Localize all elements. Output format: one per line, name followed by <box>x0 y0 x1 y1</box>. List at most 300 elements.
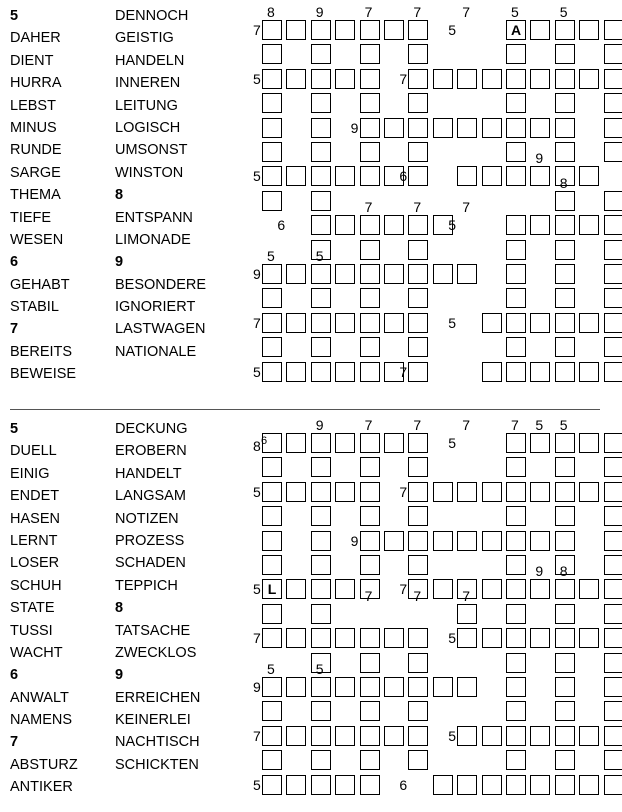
grid-cell[interactable] <box>457 482 477 502</box>
grid-cell[interactable] <box>408 142 428 162</box>
grid-cell[interactable] <box>262 313 282 333</box>
word-length-heading: 5 <box>10 421 19 437</box>
grid-cell[interactable] <box>555 579 575 599</box>
grid-cell[interactable] <box>457 264 477 284</box>
grid-cell[interactable] <box>311 433 331 453</box>
grid-cell[interactable] <box>286 313 306 333</box>
grid-cell[interactable] <box>262 166 282 186</box>
grid-cell[interactable] <box>360 628 380 648</box>
grid-cell[interactable] <box>604 337 622 357</box>
grid-cell[interactable] <box>262 93 282 113</box>
grid-cell[interactable] <box>555 628 575 648</box>
grid-cell[interactable] <box>360 20 380 40</box>
grid-cell[interactable] <box>311 20 331 40</box>
grid-cell[interactable] <box>555 775 575 795</box>
grid-cell[interactable] <box>408 362 428 382</box>
grid-cell[interactable] <box>579 313 599 333</box>
grid-cell[interactable] <box>311 579 331 599</box>
grid-cell[interactable] <box>457 775 477 795</box>
word-list-item: HURRA <box>10 75 62 92</box>
word-list-item: SCHUH <box>10 577 62 594</box>
grid-cell[interactable] <box>530 362 550 382</box>
grid-cell[interactable] <box>262 775 282 795</box>
grid-cell[interactable] <box>604 288 622 308</box>
grid-cell[interactable] <box>262 677 282 697</box>
grid-cell[interactable] <box>360 166 380 186</box>
grid-cell[interactable] <box>506 531 526 551</box>
grid-cell[interactable] <box>604 604 622 624</box>
grid-cell[interactable] <box>360 142 380 162</box>
grid-cell[interactable] <box>311 506 331 526</box>
grid-cell[interactable] <box>604 677 622 697</box>
grid-cell[interactable] <box>530 166 550 186</box>
grid-cell[interactable] <box>604 457 622 477</box>
grid-cell[interactable] <box>604 313 622 333</box>
grid-cell[interactable] <box>408 337 428 357</box>
grid-cell[interactable] <box>579 69 599 89</box>
grid-cell[interactable] <box>433 579 453 599</box>
grid-cell[interactable] <box>555 313 575 333</box>
grid-cell[interactable] <box>555 506 575 526</box>
grid-cell[interactable] <box>311 191 331 211</box>
grid-cell[interactable] <box>506 701 526 721</box>
grid-cell[interactable] <box>408 726 428 746</box>
grid-cell[interactable] <box>579 166 599 186</box>
grid-cell[interactable] <box>604 118 622 138</box>
grid-cell[interactable] <box>335 20 355 40</box>
grid-cell[interactable] <box>604 362 622 382</box>
grid-cell[interactable] <box>311 288 331 308</box>
grid-cell[interactable] <box>482 166 502 186</box>
grid-cell[interactable] <box>604 628 622 648</box>
grid-cell[interactable] <box>433 531 453 551</box>
grid-cell[interactable] <box>555 142 575 162</box>
grid-cell[interactable] <box>311 93 331 113</box>
grid-cell[interactable] <box>286 482 306 502</box>
grid-cell[interactable] <box>311 142 331 162</box>
grid-cell[interactable] <box>482 726 502 746</box>
grid-cell[interactable] <box>506 215 526 235</box>
grid-cell[interactable] <box>506 482 526 502</box>
grid-cell[interactable] <box>555 701 575 721</box>
grid-cell[interactable] <box>555 240 575 260</box>
grid-cell[interactable] <box>555 433 575 453</box>
grid-cell[interactable] <box>311 313 331 333</box>
grid-cell[interactable] <box>408 44 428 64</box>
grid-cell[interactable] <box>262 337 282 357</box>
grid-cell[interactable] <box>311 701 331 721</box>
grid-cell[interactable] <box>335 362 355 382</box>
grid-cell[interactable] <box>604 579 622 599</box>
grid-cell[interactable] <box>457 628 477 648</box>
grid-cell[interactable] <box>482 628 502 648</box>
word-length-clue-number: 7 <box>253 314 261 331</box>
grid-cell[interactable] <box>433 264 453 284</box>
grid-cell[interactable] <box>506 69 526 89</box>
grid-cell[interactable] <box>311 775 331 795</box>
grid-cell-prefilled[interactable]: A <box>506 20 526 40</box>
grid-cell[interactable] <box>408 701 428 721</box>
grid-cell[interactable] <box>262 531 282 551</box>
grid-cell[interactable] <box>384 677 404 697</box>
grid-cell[interactable] <box>555 191 575 211</box>
grid-cell[interactable] <box>384 215 404 235</box>
grid-cell[interactable] <box>506 628 526 648</box>
word-list-item: SARGE <box>10 164 61 181</box>
grid-cell[interactable] <box>457 726 477 746</box>
grid-cell[interactable] <box>262 506 282 526</box>
grid-cell[interactable] <box>506 433 526 453</box>
grid-cell[interactable] <box>311 166 331 186</box>
grid-cell[interactable] <box>604 555 622 575</box>
grid-cell[interactable] <box>408 118 428 138</box>
grid-cell[interactable] <box>555 337 575 357</box>
grid-cell[interactable] <box>482 118 502 138</box>
grid-cell[interactable] <box>604 775 622 795</box>
grid-cell[interactable] <box>604 93 622 113</box>
grid-cell-prefilled[interactable]: L <box>262 579 282 599</box>
grid-cell[interactable] <box>360 775 380 795</box>
grid-cell[interactable] <box>506 775 526 795</box>
grid-cell[interactable] <box>604 69 622 89</box>
grid-cell[interactable] <box>360 69 380 89</box>
grid-cell[interactable] <box>604 44 622 64</box>
grid-cell[interactable] <box>360 288 380 308</box>
grid-cell[interactable] <box>579 362 599 382</box>
grid-cell[interactable] <box>555 215 575 235</box>
grid-cell[interactable] <box>604 531 622 551</box>
grid-cell[interactable] <box>555 457 575 477</box>
grid-cell[interactable] <box>530 313 550 333</box>
grid-cell[interactable] <box>384 531 404 551</box>
grid-cell[interactable] <box>408 531 428 551</box>
grid-cell[interactable] <box>311 362 331 382</box>
grid-cell[interactable] <box>360 677 380 697</box>
word-length-clue-number: 9 <box>253 266 261 282</box>
grid-cell[interactable] <box>482 313 502 333</box>
grid-cell[interactable] <box>604 506 622 526</box>
grid-cell[interactable] <box>457 118 477 138</box>
grid-cell[interactable] <box>335 628 355 648</box>
grid-cell[interactable] <box>579 20 599 40</box>
grid-cell[interactable] <box>335 775 355 795</box>
grid-cell[interactable] <box>506 506 526 526</box>
grid-cell[interactable] <box>457 166 477 186</box>
grid-cell[interactable] <box>604 191 622 211</box>
grid-cell[interactable] <box>604 750 622 770</box>
grid-cell[interactable] <box>262 264 282 284</box>
grid-cell[interactable] <box>262 750 282 770</box>
grid-cell[interactable] <box>506 750 526 770</box>
grid-cell[interactable] <box>408 215 428 235</box>
grid-cell[interactable] <box>335 313 355 333</box>
grid-cell[interactable] <box>604 433 622 453</box>
grid-cell[interactable] <box>506 142 526 162</box>
grid-cell[interactable] <box>262 69 282 89</box>
grid-cell[interactable] <box>579 579 599 599</box>
grid-cell[interactable] <box>482 362 502 382</box>
grid-cell[interactable] <box>555 118 575 138</box>
grid-cell[interactable] <box>262 628 282 648</box>
grid-cell[interactable] <box>604 264 622 284</box>
grid-cell[interactable] <box>555 69 575 89</box>
grid-cell[interactable] <box>286 677 306 697</box>
grid-cell[interactable] <box>482 69 502 89</box>
grid-cell[interactable] <box>384 264 404 284</box>
grid-cell[interactable] <box>530 482 550 502</box>
grid-cell[interactable] <box>506 93 526 113</box>
grid-cell[interactable] <box>408 69 428 89</box>
grid-cell[interactable] <box>579 433 599 453</box>
grid-cell[interactable] <box>457 604 477 624</box>
grid-cell[interactable] <box>384 433 404 453</box>
grid-cell[interactable] <box>335 166 355 186</box>
grid-cell[interactable] <box>530 215 550 235</box>
grid-cell[interactable] <box>311 69 331 89</box>
grid-cell[interactable] <box>262 118 282 138</box>
grid-cell[interactable] <box>360 701 380 721</box>
grid-cell[interactable] <box>286 166 306 186</box>
grid-cell[interactable] <box>482 579 502 599</box>
grid-cell[interactable] <box>360 750 380 770</box>
grid-cell[interactable] <box>408 433 428 453</box>
grid-cell[interactable] <box>408 506 428 526</box>
grid-cell[interactable] <box>604 215 622 235</box>
grid-cell[interactable] <box>555 677 575 697</box>
grid-cell[interactable] <box>384 313 404 333</box>
grid-cell[interactable] <box>360 531 380 551</box>
grid-cell[interactable] <box>506 604 526 624</box>
grid-cell[interactable] <box>555 44 575 64</box>
word-length-clue-number: 7 <box>413 4 422 20</box>
word-length-clue-number: 9 <box>350 532 359 549</box>
grid-cell[interactable] <box>286 579 306 599</box>
grid-cell[interactable] <box>530 775 550 795</box>
grid-cell[interactable] <box>335 433 355 453</box>
grid-cell[interactable] <box>360 362 380 382</box>
grid-cell[interactable] <box>555 288 575 308</box>
grid-cell[interactable] <box>360 457 380 477</box>
grid-cell[interactable] <box>433 677 453 697</box>
grid-cell[interactable] <box>335 482 355 502</box>
grid-cell[interactable] <box>262 457 282 477</box>
word-length-clue-number: 7 <box>253 22 261 38</box>
grid-cell[interactable] <box>530 628 550 648</box>
grid-cell[interactable] <box>506 166 526 186</box>
word-length-clue-number: 5 <box>253 581 261 598</box>
grid-cell[interactable] <box>604 701 622 721</box>
grid-cell[interactable] <box>311 726 331 746</box>
grid-cell[interactable] <box>555 531 575 551</box>
grid-cell[interactable] <box>530 69 550 89</box>
grid-cell[interactable] <box>408 555 428 575</box>
grid-cell[interactable] <box>311 264 331 284</box>
grid-cell[interactable] <box>262 20 282 40</box>
grid-cell[interactable] <box>530 118 550 138</box>
grid-cell[interactable] <box>555 362 575 382</box>
grid-cell[interactable] <box>311 677 331 697</box>
grid-cell[interactable] <box>579 775 599 795</box>
grid-cell[interactable] <box>384 118 404 138</box>
grid-cell[interactable] <box>604 142 622 162</box>
grid-cell[interactable] <box>335 677 355 697</box>
grid-cell[interactable] <box>262 555 282 575</box>
grid-cell[interactable] <box>360 653 380 673</box>
grid-cell[interactable] <box>286 20 306 40</box>
grid-cell[interactable] <box>555 726 575 746</box>
grid-cell[interactable] <box>360 726 380 746</box>
grid-cell[interactable] <box>262 362 282 382</box>
grid-cell[interactable] <box>311 531 331 551</box>
grid-cell[interactable] <box>360 93 380 113</box>
grid-cell[interactable] <box>408 482 428 502</box>
grid-cell[interactable] <box>604 240 622 260</box>
grid-cell[interactable] <box>579 482 599 502</box>
grid-cell[interactable] <box>408 750 428 770</box>
grid-cell[interactable] <box>262 701 282 721</box>
grid-cell[interactable] <box>506 653 526 673</box>
word-length-clue-number: 9 <box>535 150 544 167</box>
grid-cell[interactable] <box>579 215 599 235</box>
grid-cell[interactable] <box>384 726 404 746</box>
grid-cell[interactable] <box>579 628 599 648</box>
grid-cell[interactable] <box>384 628 404 648</box>
grid-cell[interactable] <box>506 677 526 697</box>
grid-cell[interactable] <box>530 579 550 599</box>
grid-cell[interactable] <box>579 726 599 746</box>
grid-cell[interactable] <box>506 362 526 382</box>
grid-cell[interactable] <box>360 313 380 333</box>
grid-cell[interactable] <box>408 288 428 308</box>
grid-cell[interactable] <box>286 69 306 89</box>
grid-cell[interactable] <box>555 750 575 770</box>
grid-cell[interactable] <box>262 726 282 746</box>
grid-cell[interactable] <box>335 264 355 284</box>
grid-cell[interactable] <box>360 506 380 526</box>
grid-cell[interactable] <box>555 653 575 673</box>
grid-cell[interactable] <box>311 457 331 477</box>
grid-cell[interactable] <box>555 482 575 502</box>
grid-cell[interactable] <box>262 191 282 211</box>
grid-cell[interactable] <box>408 628 428 648</box>
grid-cell[interactable] <box>335 579 355 599</box>
grid-cell[interactable] <box>311 482 331 502</box>
grid-cell[interactable] <box>360 264 380 284</box>
grid-cell[interactable] <box>360 433 380 453</box>
grid-cell[interactable] <box>262 482 282 502</box>
grid-cell[interactable] <box>286 362 306 382</box>
grid-cell[interactable] <box>408 264 428 284</box>
grid-cell[interactable] <box>286 264 306 284</box>
grid-cell[interactable] <box>555 20 575 40</box>
grid-cell[interactable] <box>506 288 526 308</box>
grid-cell[interactable] <box>506 579 526 599</box>
grid-cell[interactable] <box>506 44 526 64</box>
grid-cell[interactable] <box>311 628 331 648</box>
grid-cell[interactable] <box>286 726 306 746</box>
grid-cell[interactable] <box>482 531 502 551</box>
grid-cell[interactable] <box>530 433 550 453</box>
grid-cell[interactable] <box>286 775 306 795</box>
grid-cell[interactable] <box>482 775 502 795</box>
grid-cell[interactable] <box>408 653 428 673</box>
grid-cell[interactable] <box>408 166 428 186</box>
grid-cell[interactable] <box>506 240 526 260</box>
grid-cell[interactable] <box>604 482 622 502</box>
grid-cell[interactable] <box>360 240 380 260</box>
grid-cell[interactable] <box>311 118 331 138</box>
grid-cell[interactable] <box>555 264 575 284</box>
grid-cell[interactable] <box>506 555 526 575</box>
grid-cell[interactable] <box>555 604 575 624</box>
grid-cell[interactable] <box>311 604 331 624</box>
grid-cell[interactable] <box>311 750 331 770</box>
grid-cell[interactable] <box>311 215 331 235</box>
grid-cell[interactable] <box>360 44 380 64</box>
grid-cell[interactable] <box>286 628 306 648</box>
grid-cell[interactable] <box>530 20 550 40</box>
grid-cell[interactable] <box>506 457 526 477</box>
grid-cell[interactable] <box>335 69 355 89</box>
grid-cell[interactable] <box>506 726 526 746</box>
grid-cell[interactable] <box>335 215 355 235</box>
grid-cell[interactable] <box>506 337 526 357</box>
grid-cell[interactable] <box>360 215 380 235</box>
grid-cell[interactable] <box>262 44 282 64</box>
grid-cell[interactable] <box>457 69 477 89</box>
grid-cell[interactable] <box>530 726 550 746</box>
grid-cell[interactable] <box>506 264 526 284</box>
grid-cell[interactable] <box>335 726 355 746</box>
grid-cell[interactable] <box>408 313 428 333</box>
grid-cell[interactable] <box>360 337 380 357</box>
grid-cell[interactable] <box>262 142 282 162</box>
grid-cell[interactable] <box>360 482 380 502</box>
grid-cell[interactable] <box>555 93 575 113</box>
grid-cell[interactable] <box>457 677 477 697</box>
grid-cell[interactable] <box>262 288 282 308</box>
grid-cell[interactable] <box>433 118 453 138</box>
grid-cell[interactable] <box>433 775 453 795</box>
grid-cell[interactable] <box>457 531 477 551</box>
grid-cell[interactable] <box>262 604 282 624</box>
grid-cell[interactable] <box>311 555 331 575</box>
grid-cell[interactable] <box>506 313 526 333</box>
grid-cell[interactable] <box>433 69 453 89</box>
grid-cell[interactable] <box>433 482 453 502</box>
grid-cell[interactable] <box>360 118 380 138</box>
grid-cell[interactable] <box>604 726 622 746</box>
grid-cell[interactable] <box>286 433 306 453</box>
grid-cell[interactable] <box>530 531 550 551</box>
grid-cell[interactable] <box>311 44 331 64</box>
grid-cell[interactable] <box>408 20 428 40</box>
grid-cell[interactable] <box>408 457 428 477</box>
grid-cell[interactable] <box>482 482 502 502</box>
grid-cell[interactable] <box>604 653 622 673</box>
grid-cell[interactable] <box>311 337 331 357</box>
grid-cell[interactable] <box>384 20 404 40</box>
grid-cell[interactable] <box>408 677 428 697</box>
grid-cell[interactable] <box>408 240 428 260</box>
grid-cell[interactable] <box>360 555 380 575</box>
grid-cell[interactable] <box>408 93 428 113</box>
word-length-clue-number: 5 <box>267 661 275 677</box>
word-list-item: DUELL <box>10 443 57 460</box>
grid-cell[interactable] <box>604 20 622 40</box>
grid-cell[interactable] <box>506 118 526 138</box>
word-length-clue-number: 5 <box>253 776 261 793</box>
